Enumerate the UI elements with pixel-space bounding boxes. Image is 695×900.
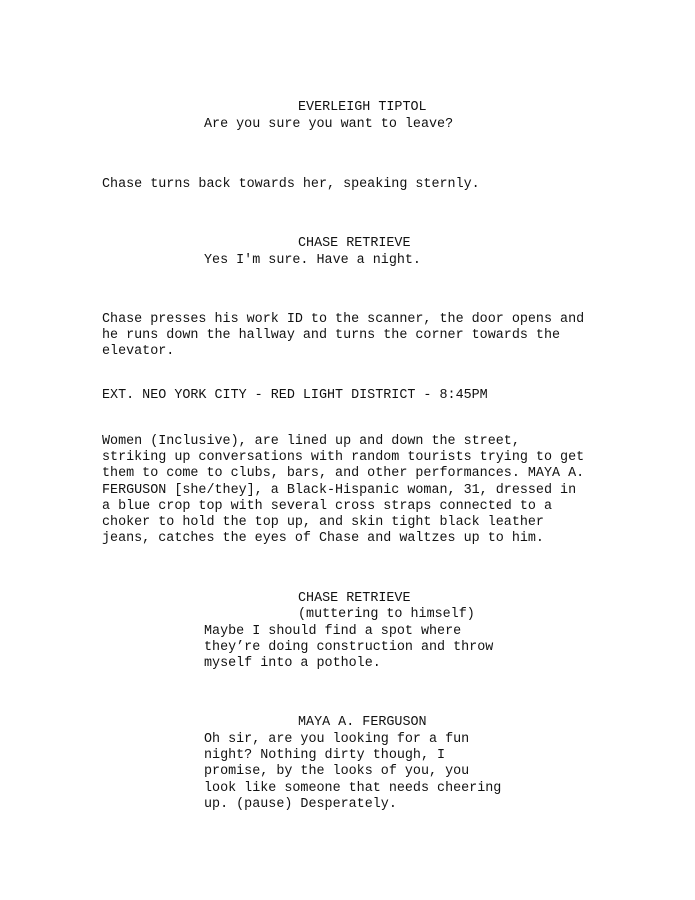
dialogue-chase: Yes I'm sure. Have a night. — [204, 253, 421, 268]
parenthetical-chase: (muttering to himself) — [298, 607, 475, 622]
scene-heading: EXT. NEO YORK CITY - RED LIGHT DISTRICT - 8:45PM — [102, 388, 488, 403]
action-chase-leaves: Chase presses his work ID to the scanner, the door opens and he runs down the hallway and turns the corner towards the elevator. — [102, 312, 585, 360]
dialogue-maya: Oh sir, are you looking for a fun night? Nothing dirty though, I promise, by the looks of you, you look like someone that needs cheering up. (pause) Desperately. — [204, 732, 502, 812]
character-name-maya: MAYA A. FERGUSON — [298, 715, 427, 730]
dialogue-everleigh: Are you sure you want to leave? — [204, 117, 454, 132]
character-name-everleigh: EVERLEIGH TIPTOL — [298, 100, 427, 115]
action-chase-turns: Chase turns back towards her, speaking sternly. — [102, 177, 480, 192]
action-red-light-district: Women (Inclusive), are lined up and down the street, striking up conversations with random tourists trying to get them to come to clubs, bars, and other performances. MAYA A. FERGUSON [she/they], a Black-Hispanic woman, 31, dressed in a blue crop top with several cross straps connected to a choker to hold the top up, and skin tight black leather jeans, catches the eyes of Chase and waltzes up to him. — [102, 434, 585, 547]
dialogue-chase-pothole: Maybe I should find a spot where they’re doing construction and throw myself into a pothole. — [204, 624, 494, 672]
character-name-chase: CHASE RETRIEVE — [298, 591, 411, 606]
character-name-chase: CHASE RETRIEVE — [298, 236, 411, 251]
